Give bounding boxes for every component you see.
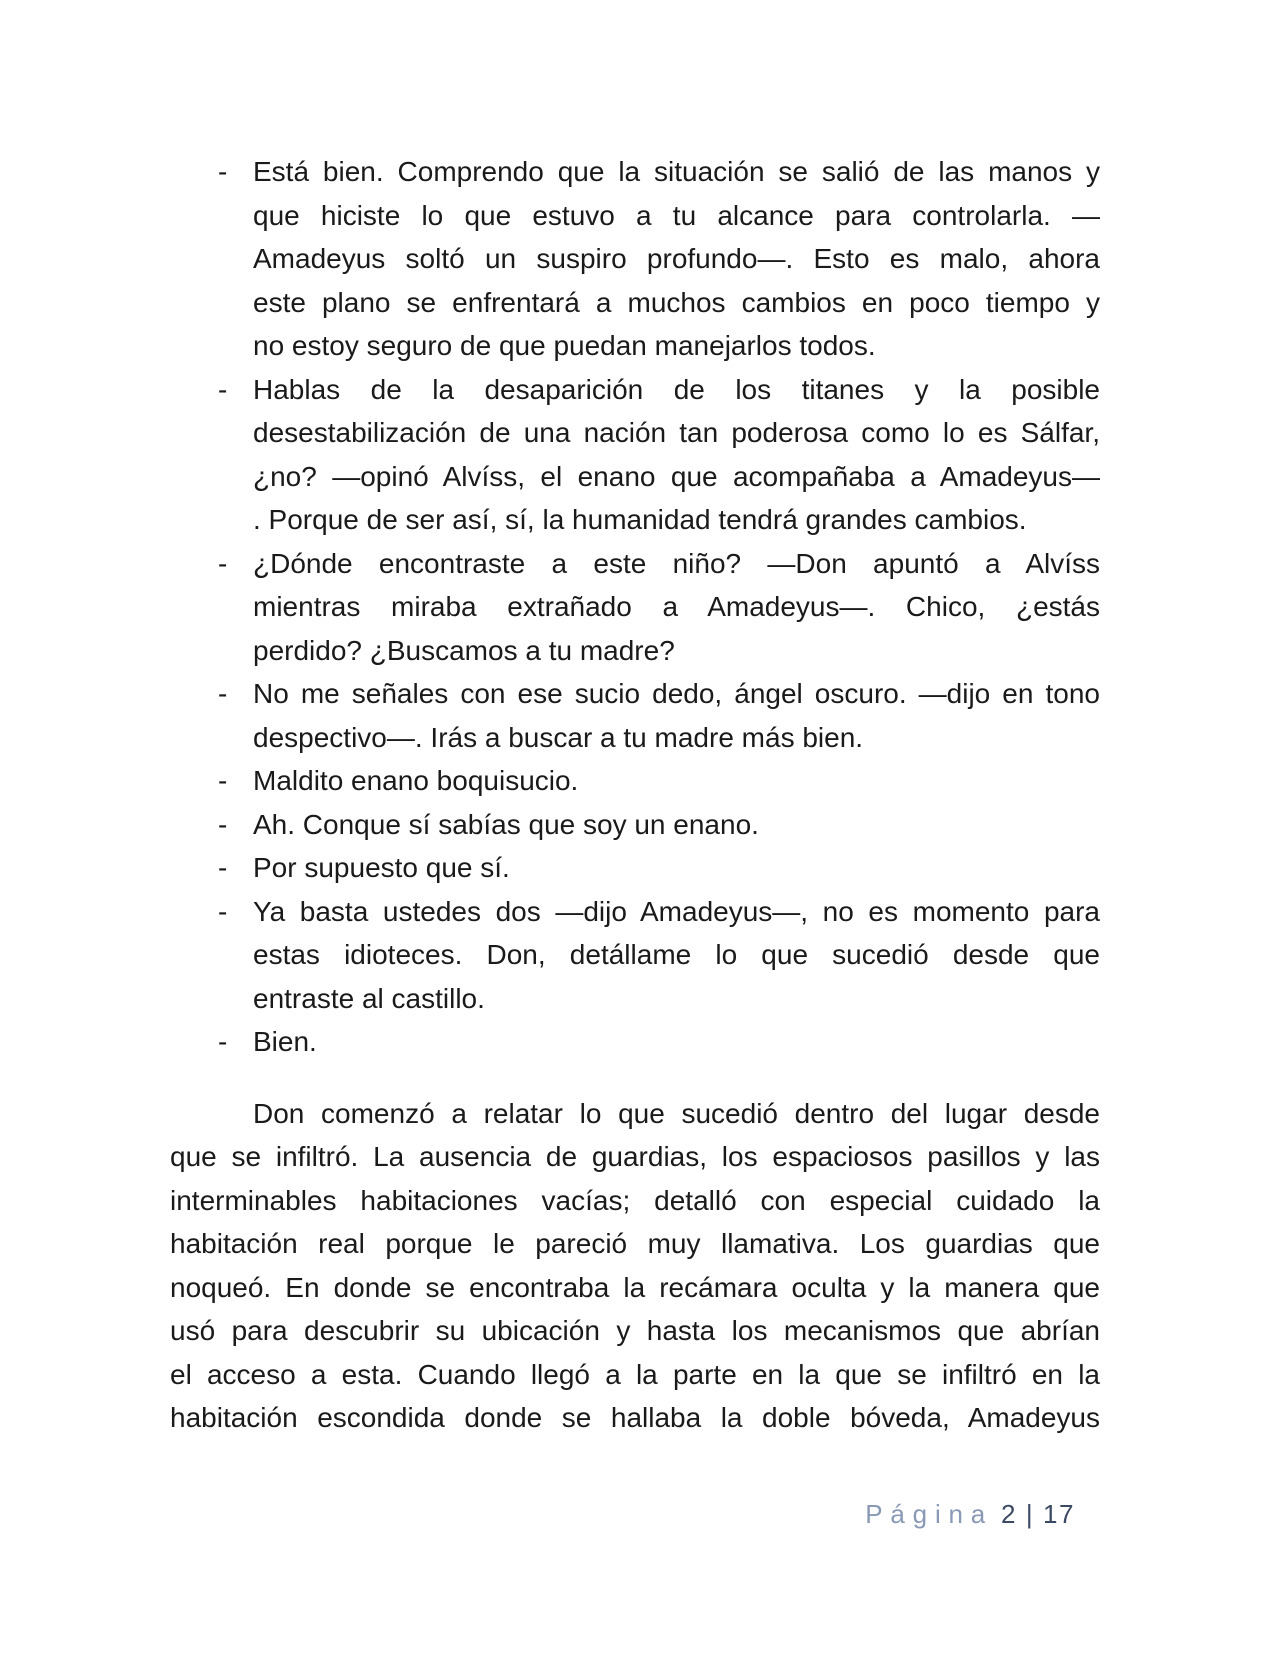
dialogue-item (170, 890, 1100, 1021)
list-dash-marker: - (218, 895, 228, 927)
dialogue-line: ¿no? —opinó Alvíss, el enano que acompañaba a Amadeyus— (253, 460, 1100, 492)
dialogue-line: . Porque de ser así, sí, la humanidad tendrá grandes cambios. (253, 504, 1027, 535)
dialogue-item (170, 150, 1100, 368)
list-dash-marker: - (218, 373, 228, 405)
paragraph-line: que se infiltró. La ausencia de guardias, los espaciosos pasillos y las (170, 1141, 1100, 1172)
dialogue-line: no estoy seguro de que puedan manejarlos todos. (253, 330, 876, 361)
list-dash-marker: - (218, 156, 228, 187)
list-dash-marker: - (218, 765, 228, 796)
dialogue-line: que hiciste lo que estuvo a tu alcance para controlarla. — (253, 199, 1100, 231)
dialogue-text (253, 542, 1100, 673)
dialogue-line: desestabilización de una nación tan poderosa como lo es Sálfar, (253, 417, 1100, 448)
dialogue-item (170, 368, 1100, 542)
dialogue-line: estas idioteces. Don, detállame lo que sucedió desde que (253, 939, 1100, 970)
footer-page-number: 2 | 17 (1001, 1499, 1075, 1529)
dialogue-item (170, 846, 1100, 890)
dialogue-item (170, 1020, 1100, 1064)
document-page (170, 150, 1100, 1440)
paragraph-line: interminables habitaciones vacías; detalló con especial cuidado la (170, 1184, 1100, 1216)
list-dash-marker: - (218, 1026, 228, 1057)
paragraph-line: el acceso a esta. Cuando llegó a la parte en la que se infiltró en la (170, 1358, 1100, 1390)
dialogue-line: perdido? ¿Buscamos a tu madre? (253, 634, 675, 666)
dialogue-line: mientras miraba extrañado a Amadeyus—. Chico, ¿estás (253, 591, 1100, 622)
dialogue-text (253, 846, 1100, 890)
dialogue-line: Ya basta ustedes dos —dijo Amadeyus—, no es momento para (253, 895, 1100, 927)
paragraph-line: habitación real porque le pareció muy llamativa. Los guardias que (170, 1228, 1100, 1259)
footer-page-label: Página (865, 1499, 994, 1529)
dialogue-item (170, 542, 1100, 673)
dialogue-text (253, 150, 1100, 368)
dialogue-line: No me señales con ese sucio dedo, ángel oscuro. —dijo en tono (253, 678, 1100, 709)
dialogue-line: Hablas de la desaparición de los titanes y la posible (253, 373, 1100, 405)
dialogue-line: este plano se enfrentará a muchos cambios en poco tiempo y (253, 286, 1100, 318)
dialogue-item (170, 803, 1100, 847)
paragraph-line: Don comenzó a relatar lo que sucedió dentro del lugar desde (253, 1097, 1100, 1129)
dialogue-line: Maldito enano boquisucio. (253, 765, 579, 796)
list-dash-marker: - (218, 852, 228, 883)
dialogue-text (253, 1020, 1100, 1064)
page-footer (170, 1499, 1075, 1530)
dialogue-line: Amadeyus soltó un suspiro profundo—. Esto es malo, ahora (253, 243, 1100, 274)
dialogue-line: Ah. Conque sí sabías que soy un enano. (253, 808, 759, 840)
dialogue-item (170, 759, 1100, 803)
dialogue-line: despectivo—. Irás a buscar a tu madre más bien. (253, 721, 864, 753)
dialogue-item (170, 672, 1100, 759)
paragraph-line: habitación escondida donde se hallaba la doble bóveda, Amadeyus (170, 1402, 1100, 1433)
dialogue-line: entraste al castillo. (253, 982, 485, 1014)
dialogue-line: ¿Dónde encontraste a este niño? —Don apuntó a Alvíss (253, 547, 1100, 579)
list-dash-marker: - (218, 547, 228, 579)
dialogue-text (253, 759, 1100, 803)
dialogue-text (253, 368, 1100, 542)
dialogue-line: Bien. (253, 1026, 317, 1057)
dialogue-text (253, 803, 1100, 847)
story-paragraph (170, 1092, 1100, 1440)
dialogue-text (253, 890, 1100, 1021)
dialogue-text (253, 672, 1100, 759)
paragraph-line: noqueó. En donde se encontraba la recámara oculta y la manera que (170, 1271, 1100, 1303)
dialogue-line: Por supuesto que sí. (253, 852, 510, 883)
paragraph-line: usó para descubrir su ubicación y hasta los mecanismos que abrían (170, 1315, 1100, 1346)
dialogue-line: Está bien. Comprendo que la situación se salió de las manos y (253, 156, 1100, 187)
list-dash-marker: - (218, 678, 228, 709)
dialogue-list (170, 150, 1100, 1064)
list-dash-marker: - (218, 808, 228, 840)
